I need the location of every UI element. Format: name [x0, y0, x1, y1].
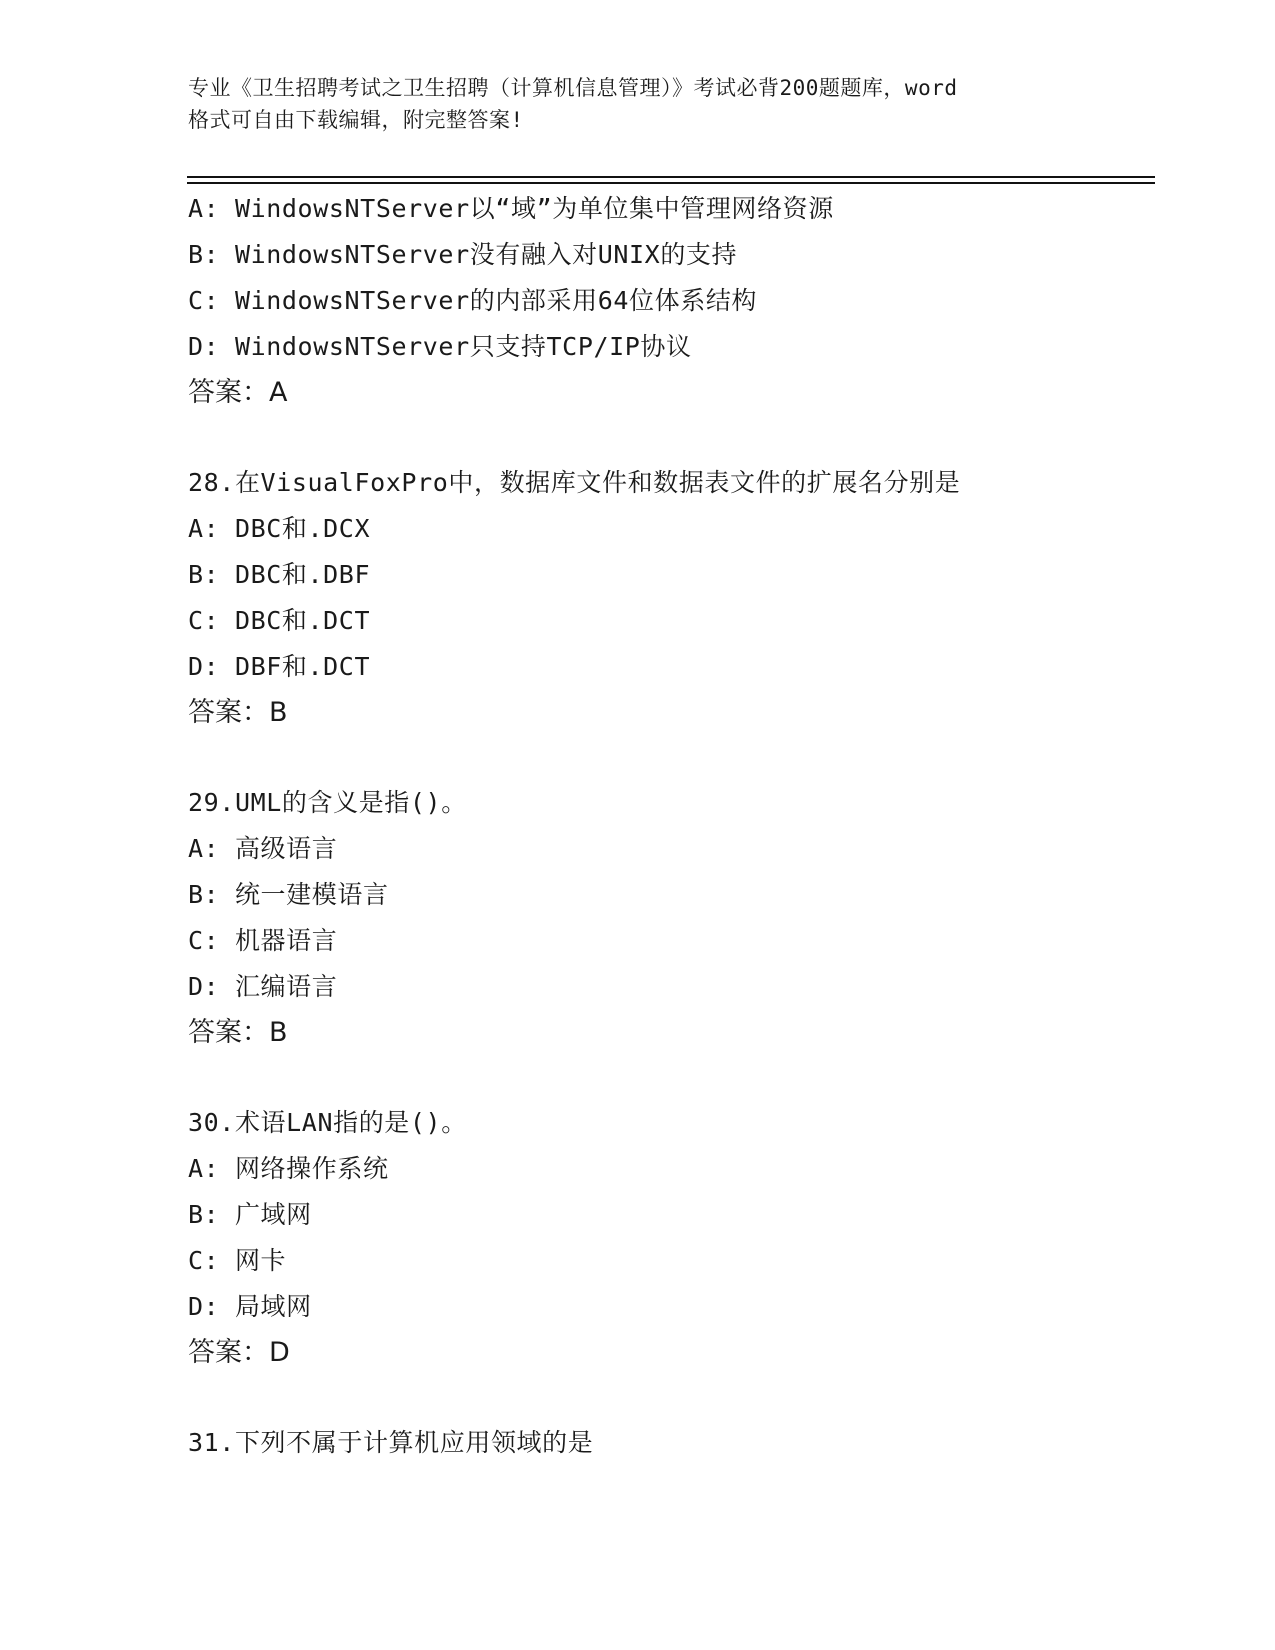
option-a: A: DBC和.DCX [188, 514, 371, 543]
option-b: B: 广域网 [188, 1200, 312, 1229]
question-block-28 [188, 460, 1148, 736]
document-header [188, 72, 1088, 136]
spacer [188, 1376, 1148, 1420]
answer-label: 答案：B [188, 1017, 288, 1048]
answer-label: 答案：D [188, 1337, 290, 1368]
answer-label: 答案：B [188, 697, 288, 728]
header-line-2: 格式可自由下载编辑，附完整答案! [188, 108, 524, 132]
option-b: B: WindowsNTServer没有融入对UNIX的支持 [188, 240, 738, 269]
question-block-30 [188, 1100, 1148, 1376]
option-d: D: WindowsNTServer只支持TCP/IP协议 [188, 332, 692, 361]
option-a: A: 网络操作系统 [188, 1154, 389, 1183]
header-line-1: 专业《卫生招聘考试之卫生招聘（计算机信息管理）》考试必背200题题库，word [188, 76, 958, 100]
question-block-27 [188, 186, 1148, 416]
spacer [188, 416, 1148, 460]
question-text: 30.术语LAN指的是()。 [188, 1108, 467, 1137]
option-c: C: WindowsNTServer的内部采用64位体系结构 [188, 286, 758, 315]
spacer [188, 1056, 1148, 1100]
question-text: 29.UML的含义是指()。 [188, 788, 467, 817]
header-divider-bottom [187, 182, 1155, 184]
option-a: A: WindowsNTServer以“域”为单位集中管理网络资源 [188, 194, 834, 223]
question-text: 28.在VisualFoxPro中，数据库文件和数据表文件的扩展名分别是 [188, 468, 961, 497]
question-block-29 [188, 780, 1148, 1056]
option-c: C: 网卡 [188, 1246, 287, 1275]
option-d: D: 汇编语言 [188, 972, 338, 1001]
option-a: A: 高级语言 [188, 834, 338, 863]
question-list [188, 186, 1148, 1466]
option-d: D: DBF和.DCT [188, 652, 371, 681]
answer-label: 答案：A [188, 377, 288, 408]
header-divider-top [187, 176, 1155, 178]
option-c: C: 机器语言 [188, 926, 338, 955]
option-b: B: 统一建模语言 [188, 880, 389, 909]
spacer [188, 736, 1148, 780]
question-block-31 [188, 1420, 1148, 1466]
question-text: 31.下列不属于计算机应用领域的是 [188, 1428, 594, 1457]
option-c: C: DBC和.DCT [188, 606, 371, 635]
option-b: B: DBC和.DBF [188, 560, 371, 589]
option-d: D: 局域网 [188, 1292, 312, 1321]
